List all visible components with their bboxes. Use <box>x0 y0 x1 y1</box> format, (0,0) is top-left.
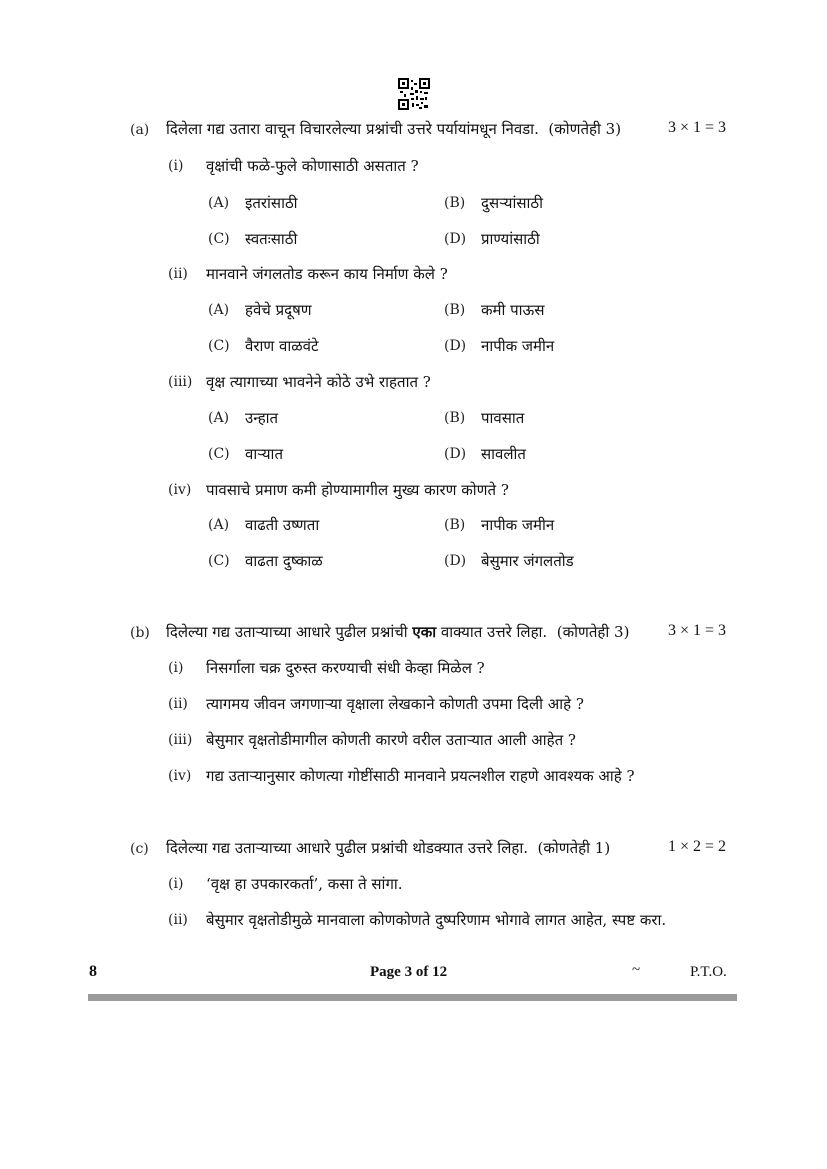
section-a-label: (a) <box>130 122 150 138</box>
emphasis-word: एका <box>412 623 437 641</box>
option-key: (B) <box>444 410 466 426</box>
option-text: उन्हात <box>245 409 279 427</box>
section-c-marks: 1 × 2 = 2 <box>668 838 727 855</box>
question-text: बेसुमार वृक्षतोडीमागील कोणती कारणे वरील उताऱ्यात आली आहेत ? <box>206 731 576 749</box>
option-text: इतरांसाठी <box>245 194 298 212</box>
option-text: वैराण वाळवंटे <box>245 337 319 355</box>
qr-code-icon <box>398 78 430 110</box>
option-key: (A) <box>208 302 230 318</box>
option-key: (D) <box>444 446 467 462</box>
option-text: दुसऱ्यांसाठी <box>481 194 543 212</box>
section-a-prompt: दिलेला गद्य उतारा वाचून विचारलेल्या प्रश्नांची उत्तरे पर्यायांमधून निवडा. (कोणतेही 3) <box>166 120 622 138</box>
tilde-mark: ~ <box>632 962 641 978</box>
question-number: (ii) <box>168 696 188 712</box>
question-text: ‘वृक्ष हा उपकारकर्ता’, कसा ते सांगा. <box>206 875 403 893</box>
section-b-choice-note: (कोणतेही 3) <box>556 623 630 641</box>
option-text: स्वतःसाठी <box>245 230 298 248</box>
question-text: त्यागमय जीवन जगणाऱ्या वृक्षाला लेखकाने कोणती उपमा दिली आहे ? <box>206 695 584 713</box>
question-number: (i) <box>168 158 184 174</box>
option-text: कमी पाऊस <box>481 301 545 319</box>
option-text: वाढता दुष्काळ <box>245 552 323 570</box>
question-number: (ii) <box>168 912 188 928</box>
question-text: निसर्गाला चक्र दुरुस्त करण्याची संधी केव्हा मिळेल ? <box>206 659 485 677</box>
option-text: नापीक जमीन <box>481 337 555 355</box>
section-a-choice-note: (कोणतेही 3) <box>548 120 622 138</box>
question-number: (iv) <box>168 482 192 498</box>
footer-divider <box>88 994 737 1001</box>
option-text: हवेचे प्रदूषण <box>245 301 312 319</box>
question-number: (i) <box>168 660 184 676</box>
question-text: पावसाचे प्रमाण कमी होण्यामागील मुख्य कारण कोणते ? <box>206 481 509 499</box>
pto-label: P.T.O. <box>690 964 727 980</box>
option-text: वाढती उष्णता <box>245 516 320 534</box>
option-key: (D) <box>444 338 467 354</box>
question-number: (i) <box>168 876 184 892</box>
question-number: (iv) <box>168 768 192 784</box>
question-number: (iii) <box>168 374 193 390</box>
section-c-choice-note: (कोणतेही 1) <box>537 839 611 857</box>
question-text: वृक्ष त्यागाच्या भावनेने कोठे उभे राहतात ? <box>206 373 431 391</box>
option-key: (C) <box>208 553 230 569</box>
option-key: (B) <box>444 302 466 318</box>
paper-code: 8 <box>89 963 97 980</box>
option-text: बेसुमार जंगलतोड <box>481 552 574 570</box>
option-key: (D) <box>444 553 467 569</box>
option-key: (A) <box>208 410 230 426</box>
section-c-prompt: दिलेल्या गद्य उताऱ्याच्या आधारे पुढील प्रश्नांची थोडक्यात उत्तरे लिहा. (कोणतेही 1) <box>166 839 611 857</box>
section-a-marks: 3 × 1 = 3 <box>668 119 727 136</box>
option-key: (A) <box>208 517 230 533</box>
section-b-prompt: दिलेल्या गद्य उताऱ्याच्या आधारे पुढील प्रश्नांची एका वाक्यात उत्तरे लिहा. (कोणतेही 3) <box>166 623 630 641</box>
option-text: प्राण्यांसाठी <box>481 230 540 248</box>
option-key: (B) <box>444 517 466 533</box>
option-text: वाऱ्यात <box>245 445 283 463</box>
section-b-label: (b) <box>130 625 150 641</box>
question-number: (iii) <box>168 732 193 748</box>
option-text: नापीक जमीन <box>481 516 555 534</box>
question-text: मानवाने जंगलतोड करून काय निर्माण केले ? <box>206 265 448 283</box>
option-key: (B) <box>444 195 466 211</box>
section-b-marks: 3 × 1 = 3 <box>668 622 727 639</box>
question-text: वृक्षांची फळे-फुले कोणासाठी असतात ? <box>206 157 419 175</box>
option-text: पावसात <box>481 409 525 427</box>
option-key: (C) <box>208 231 230 247</box>
option-key: (C) <box>208 446 230 462</box>
option-text: सावलीत <box>481 445 526 463</box>
question-text: बेसुमार वृक्षतोडीमुळे मानवाला कोणकोणते दुष्परिणाम भोगावे लागत आहेत, स्पष्ट करा. <box>206 911 667 929</box>
section-c-label: (c) <box>130 841 149 857</box>
page-number: Page 3 of 12 <box>370 964 448 980</box>
option-key: (A) <box>208 195 230 211</box>
option-key: (D) <box>444 231 467 247</box>
question-number: (ii) <box>168 266 188 282</box>
option-key: (C) <box>208 338 230 354</box>
question-text: गद्य उताऱ्यानुसार कोणत्या गोष्टींसाठी मानवाने प्रयत्नशील राहणे आवश्यक आहे ? <box>206 767 635 785</box>
